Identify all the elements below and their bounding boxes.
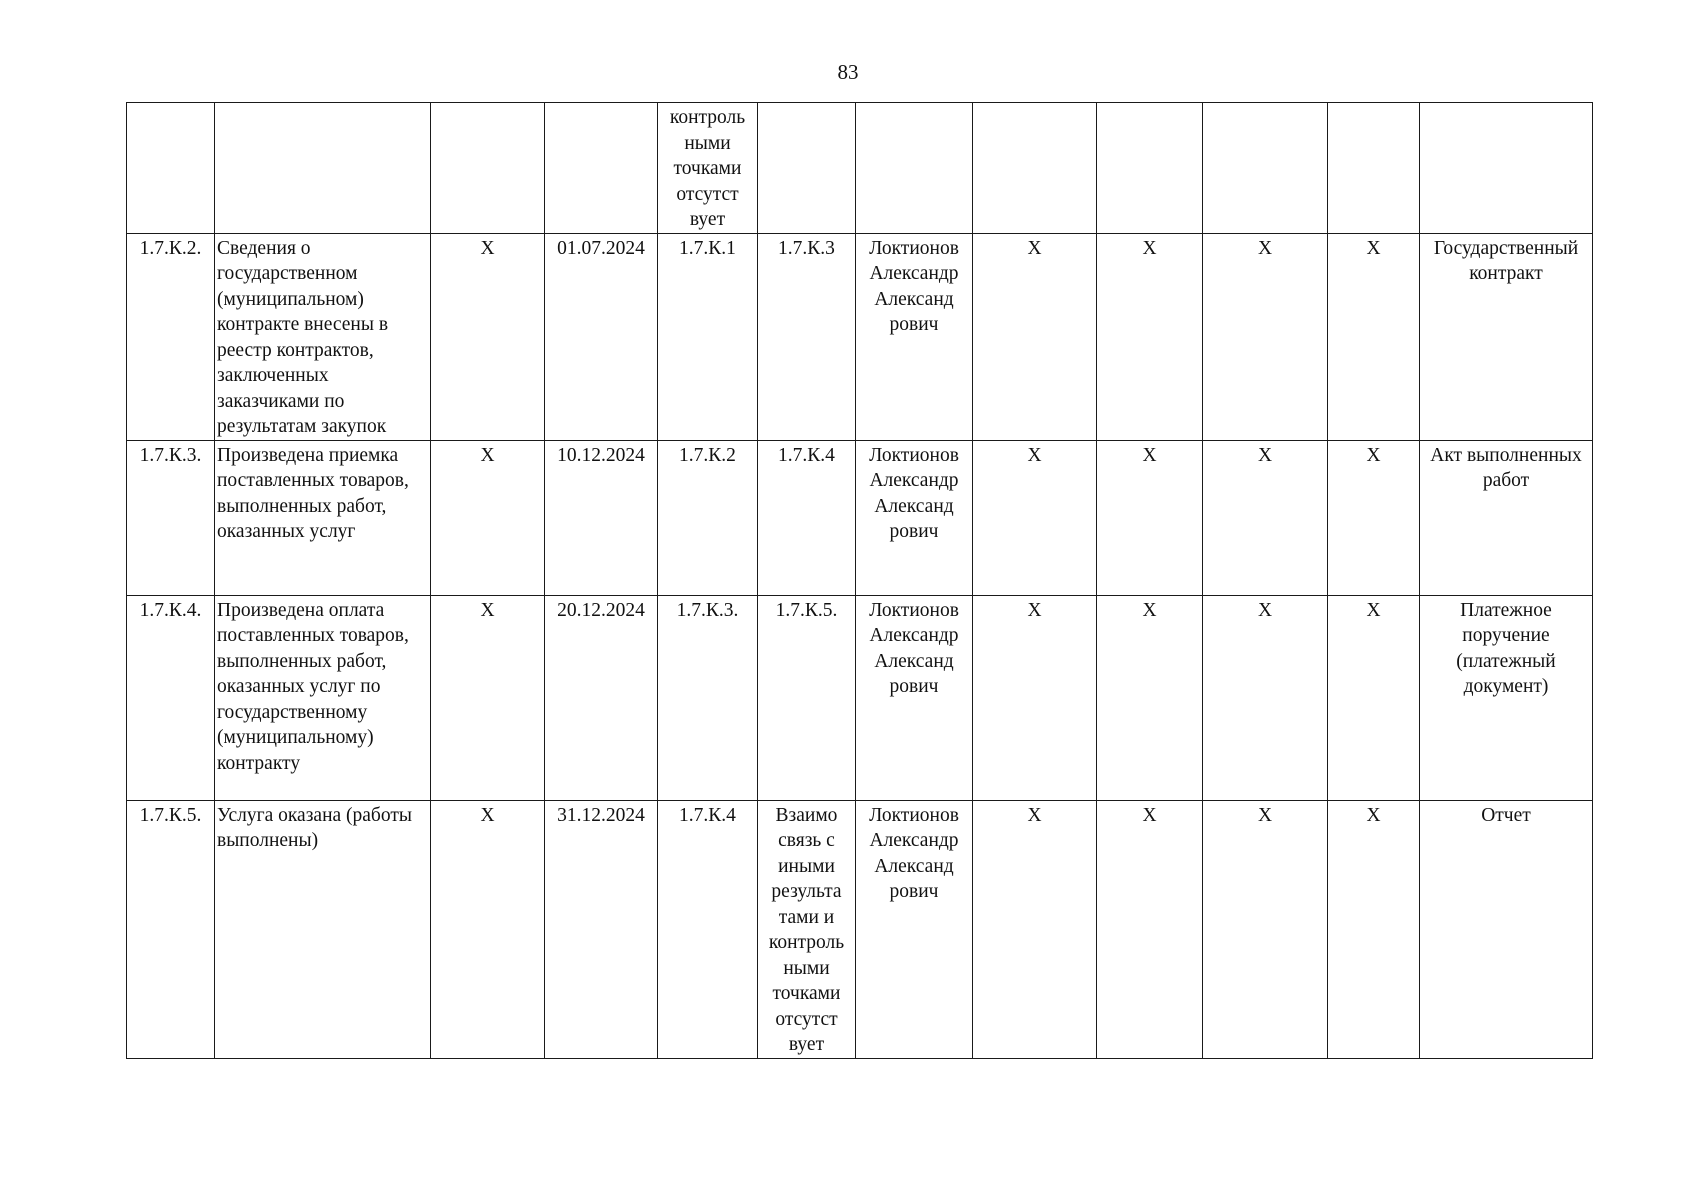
cell-code: [127, 103, 215, 234]
cell-col3: X: [431, 800, 545, 1058]
cell-mark: X: [973, 440, 1097, 595]
cell-prev: 1.7.К.1: [658, 233, 758, 440]
cell-mark: X: [1328, 595, 1420, 800]
cell-person: Локтионов Александр Александ рович: [856, 800, 973, 1058]
cell-prev: 1.7.К.2: [658, 440, 758, 595]
page-number: 83: [837, 60, 859, 84]
cell-mark: [973, 103, 1097, 234]
table-row: [127, 595, 1593, 800]
cell-col3: X: [431, 440, 545, 595]
cell-col3: X: [431, 233, 545, 440]
cell-date: 31.12.2024: [545, 800, 658, 1058]
cell-mark: X: [1097, 595, 1203, 800]
cell-next: Взаимо связь с иными результа тами и контроль ными точками отсутст вует: [758, 800, 856, 1058]
cell-mark: X: [1097, 800, 1203, 1058]
cell-prev: 1.7.К.4: [658, 800, 758, 1058]
cell-mark: X: [1203, 440, 1328, 595]
cell-mark: X: [1328, 800, 1420, 1058]
cell-name: Произведена приемка поставленных товаров, выполненных работ, оказанных услуг: [215, 440, 431, 595]
table-row: [127, 233, 1593, 440]
table-row: [127, 103, 1593, 234]
cell-next: 1.7.К.4: [758, 440, 856, 595]
cell-mark: X: [973, 595, 1097, 800]
cell-mark: X: [1097, 233, 1203, 440]
cell-name: [215, 103, 431, 234]
cell-document: Акт выполненных работ: [1420, 440, 1593, 595]
cell-next: 1.7.К.3: [758, 233, 856, 440]
cell-col3: [431, 103, 545, 234]
cell-mark: X: [1328, 440, 1420, 595]
cell-prev: 1.7.К.3.: [658, 595, 758, 800]
cell-mark: X: [1203, 595, 1328, 800]
cell-mark: [1203, 103, 1328, 234]
cell-name: Услуга оказана (работы выполнены): [215, 800, 431, 1058]
cell-date: [545, 103, 658, 234]
cell-mark: [1328, 103, 1420, 234]
cell-date: 20.12.2024: [545, 595, 658, 800]
cell-code: 1.7.К.3.: [127, 440, 215, 595]
cell-code: 1.7.К.5.: [127, 800, 215, 1058]
cell-person: [856, 103, 973, 234]
cell-col3: X: [431, 595, 545, 800]
cell-date: 10.12.2024: [545, 440, 658, 595]
cell-mark: X: [1203, 233, 1328, 440]
cell-document: Отчет: [1420, 800, 1593, 1058]
cell-date: 01.07.2024: [545, 233, 658, 440]
control-points-table: [126, 102, 1593, 1059]
cell-code: 1.7.К.2.: [127, 233, 215, 440]
cell-person: Локтионов Александр Александ рович: [856, 233, 973, 440]
cell-next: 1.7.К.5.: [758, 595, 856, 800]
cell-person: Локтионов Александр Александ рович: [856, 440, 973, 595]
cell-mark: X: [1328, 233, 1420, 440]
cell-mark: X: [973, 800, 1097, 1058]
cell-name: Сведения о государственном (муниципальном) контракте внесены в реестр контрактов, заключенных заказчиками по результатам закупок: [215, 233, 431, 440]
cell-mark: X: [1097, 440, 1203, 595]
cell-document: Платежное поручение (платежный документ): [1420, 595, 1593, 800]
cell-mark: [1097, 103, 1203, 234]
cell-document: [1420, 103, 1593, 234]
cell-person: Локтионов Александр Александ рович: [856, 595, 973, 800]
cell-mark: X: [973, 233, 1097, 440]
table-row: [127, 800, 1593, 1058]
cell-name: Произведена оплата поставленных товаров, выполненных работ, оказанных услуг по государственному (муниципальному) контракту: [215, 595, 431, 800]
table-row: [127, 440, 1593, 595]
cell-document: Государственный контракт: [1420, 233, 1593, 440]
cell-code: 1.7.К.4.: [127, 595, 215, 800]
cell-next: [758, 103, 856, 234]
cell-prev: контроль ными точками отсутст вует: [658, 103, 758, 234]
cell-mark: X: [1203, 800, 1328, 1058]
